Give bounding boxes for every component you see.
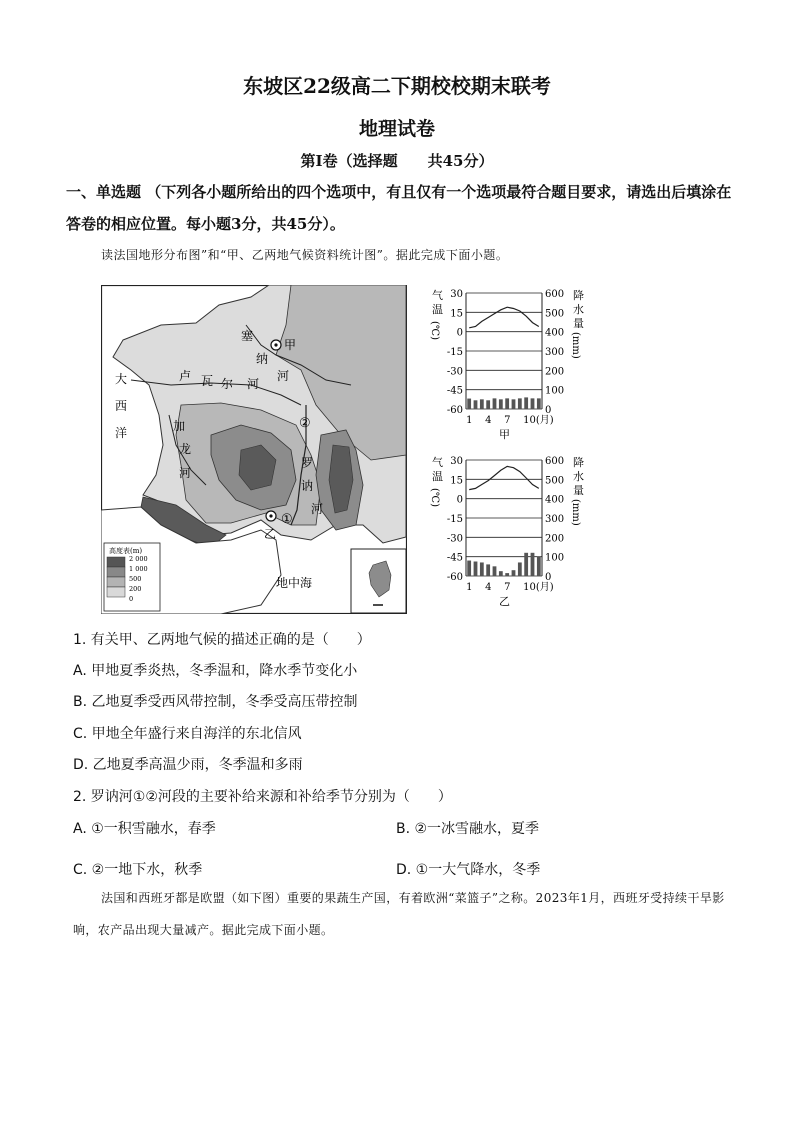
legend-title: 高度表(m) <box>109 547 143 555</box>
precip-bar <box>512 399 516 409</box>
y-right-label-char: 降 <box>573 456 584 469</box>
legend-swatch <box>107 557 125 567</box>
q2-option-c[interactable]: C. ②一地下水，秋季 <box>73 862 203 878</box>
precip-bar <box>467 561 471 576</box>
precip-bar <box>524 397 528 409</box>
precip-bar <box>518 398 522 409</box>
y-left-label-unit: (℃) <box>429 488 440 507</box>
y-right-label-char: 量 <box>573 484 584 497</box>
y-right-tick-label: 500 <box>545 475 565 487</box>
y-right-label-unit: (mm) <box>570 332 581 359</box>
precip-bar <box>518 562 522 576</box>
rhone-label-2: 讷 <box>301 479 314 493</box>
y-right-label-unit: (mm) <box>570 499 581 526</box>
garonne-label-1: 加 <box>173 419 186 433</box>
q1-option-a[interactable]: A. 甲地夏季炎热，冬季温和，降水季节变化小 <box>73 663 358 679</box>
y-left-tick-label: -30 <box>446 366 463 378</box>
precip-bar <box>531 398 535 409</box>
ocean-label-2: 西 <box>115 399 128 413</box>
x-tick-label: 4 <box>485 582 492 593</box>
y-left-tick-label: 15 <box>450 475 463 487</box>
q1-option-b[interactable]: B. 乙地夏季受西风带控制，冬季受高压带控制 <box>73 694 358 710</box>
chart-title: 甲 <box>499 428 510 440</box>
precip-bar <box>493 566 497 576</box>
legend-swatch <box>107 577 125 587</box>
y-left-tick-label: -15 <box>446 347 463 358</box>
precip-bar <box>480 399 484 409</box>
med-label: 地中海 <box>276 576 313 590</box>
legend-level-label: 500 <box>129 575 142 583</box>
x-tick-label: 10(月) <box>523 582 554 593</box>
y-right-tick-label: 400 <box>545 327 565 339</box>
precip-bar <box>499 399 503 409</box>
y-left-tick-label: -60 <box>446 572 463 583</box>
q2-option-d[interactable]: D. ①一大气降水，冬季 <box>396 862 541 878</box>
yi-label: 乙 <box>264 527 277 541</box>
precip-bar <box>467 399 471 409</box>
legend-level-label: 1 000 <box>129 565 148 573</box>
y-right-tick-label: 500 <box>545 308 565 320</box>
q1-option-c[interactable]: C. 甲地全年盛行来自海洋的东北信风 <box>73 726 302 742</box>
x-tick-label: 4 <box>485 415 492 426</box>
precip-bar <box>480 562 484 576</box>
part-title: 第Ⅰ卷（选择题 共45分） <box>300 152 494 170</box>
precip-bar <box>474 400 478 409</box>
climate-chart-yi <box>428 452 588 612</box>
y-left-tick-label: 15 <box>450 308 463 320</box>
river-tail-label: 河 <box>277 369 290 383</box>
y-left-tick-label: 0 <box>456 327 463 339</box>
precip-bar <box>493 398 497 409</box>
legend-swatch <box>107 587 125 597</box>
y-right-label-char: 量 <box>573 317 584 330</box>
y-right-label-char: 水 <box>573 470 584 483</box>
ocean-label-1: 大 <box>115 372 128 386</box>
y-right-tick-label: 200 <box>545 533 565 545</box>
ocean-label-3: 洋 <box>115 426 128 440</box>
chart-title: 乙 <box>499 595 510 608</box>
precip-bar <box>486 564 490 576</box>
y-left-label: 气 <box>432 456 443 469</box>
intro-paragraph-2: 法国和西班牙都是欧盟（如下图）重要的果蔬生产国，有着欧洲“菜篮子”之称。2023年1月，西班牙受持续干旱影响，农产品出现大量减产。据此完成下面小题。 <box>73 891 725 937</box>
y-left-tick-label: -30 <box>446 533 463 545</box>
y-right-tick-label: 200 <box>545 366 565 378</box>
rhone-label-3: 河 <box>311 502 324 516</box>
y-left-tick-label: -15 <box>446 514 463 525</box>
x-tick-label: 10(月) <box>523 415 554 426</box>
x-tick-label: 7 <box>504 415 511 426</box>
temperature-line <box>469 466 539 489</box>
legend-swatch <box>107 567 125 577</box>
subject-title: 地理试卷 <box>358 118 435 140</box>
y-left-label: 气 <box>432 289 443 302</box>
q1-option-d[interactable]: D. 乙地夏季高温少雨，冬季温和多雨 <box>73 757 303 773</box>
precip-bar <box>524 553 528 576</box>
precip-bar <box>499 571 503 576</box>
y-right-tick-label: 300 <box>545 514 565 525</box>
y-left-label-2: 温 <box>432 470 443 483</box>
precip-bar <box>537 398 541 409</box>
q2-option-b[interactable]: B. ②一冰雪融水，夏季 <box>396 821 540 837</box>
y-left-tick-label: -60 <box>446 405 463 416</box>
y-right-tick-label: 300 <box>545 347 565 358</box>
rhone-label-1: 罗 <box>301 456 314 470</box>
precip-bar <box>505 573 509 576</box>
temperature-line <box>469 307 539 328</box>
france-terrain-map <box>101 285 407 614</box>
y-right-label-char: 降 <box>573 289 584 302</box>
legend-level-label: 2 000 <box>129 555 148 563</box>
garonne-label-3: 河 <box>179 466 192 480</box>
q2-option-a[interactable]: A. ①一积雪融水，春季 <box>73 821 216 837</box>
section-heading: 一、单选题 （下列各小题所给出的四个选项中，有且仅有一个选项最符合题目要求，请选出后填涂在答卷的相应位置。每小题3分，共45分）。 <box>66 183 732 233</box>
y-left-tick-label: 30 <box>450 289 463 300</box>
jia-label: 甲 <box>284 338 297 352</box>
climate-chart-jia <box>428 285 588 440</box>
y-right-tick-label: 600 <box>545 456 565 467</box>
y-left-label-2: 温 <box>432 303 443 316</box>
x-tick-label: 1 <box>466 582 473 593</box>
y-left-tick-label: -45 <box>446 385 463 397</box>
y-right-tick-label: 100 <box>545 385 565 397</box>
loire-label-1: 卢 <box>179 369 192 383</box>
y-left-tick-label: -45 <box>446 552 463 564</box>
exam-title: 东坡区22级高二下期校校期末联考 <box>243 74 551 98</box>
x-tick-label: 7 <box>504 582 511 593</box>
intro-text: 读法国地形分布图”和“甲、乙两地气候资料统计图”。据此完成下面小题。 <box>101 248 509 262</box>
y-right-tick-label: 0 <box>545 405 552 416</box>
y-left-label-unit: (℃) <box>429 321 440 340</box>
q2-stem: 2. 罗讷河①②河段的主要补给来源和补给季节分别为（ ） <box>73 789 452 805</box>
precip-bar <box>486 400 490 409</box>
mark1-label: ① <box>281 512 293 527</box>
mark2-label: ② <box>299 416 311 431</box>
legend-level-label: 200 <box>129 585 142 593</box>
y-left-tick-label: 30 <box>450 456 463 467</box>
seine-label-1: 塞 <box>241 329 254 343</box>
loire-label-2: 瓦 <box>201 374 214 388</box>
precip-bar <box>512 570 516 576</box>
y-left-tick-label: 0 <box>456 494 463 506</box>
precip-bar <box>474 562 478 577</box>
y-right-label-char: 水 <box>573 303 584 316</box>
q1-stem: 1. 有关甲、乙两地气候的描述正确的是（ ） <box>73 632 371 648</box>
y-right-tick-label: 600 <box>545 289 565 300</box>
precip-bar <box>537 557 541 576</box>
loire-label-4: 河 <box>247 377 260 391</box>
seine-label-2: 纳 <box>256 352 269 366</box>
loire-label-3: 尔 <box>221 377 234 391</box>
garonne-label-2: 龙 <box>179 442 192 456</box>
x-tick-label: 1 <box>466 415 473 426</box>
legend-level-label: 0 <box>129 595 134 603</box>
y-right-tick-label: 100 <box>545 552 565 564</box>
precip-bar <box>531 553 535 576</box>
y-right-tick-label: 0 <box>545 572 552 583</box>
y-right-tick-label: 400 <box>545 494 565 506</box>
precip-bar <box>505 398 509 409</box>
